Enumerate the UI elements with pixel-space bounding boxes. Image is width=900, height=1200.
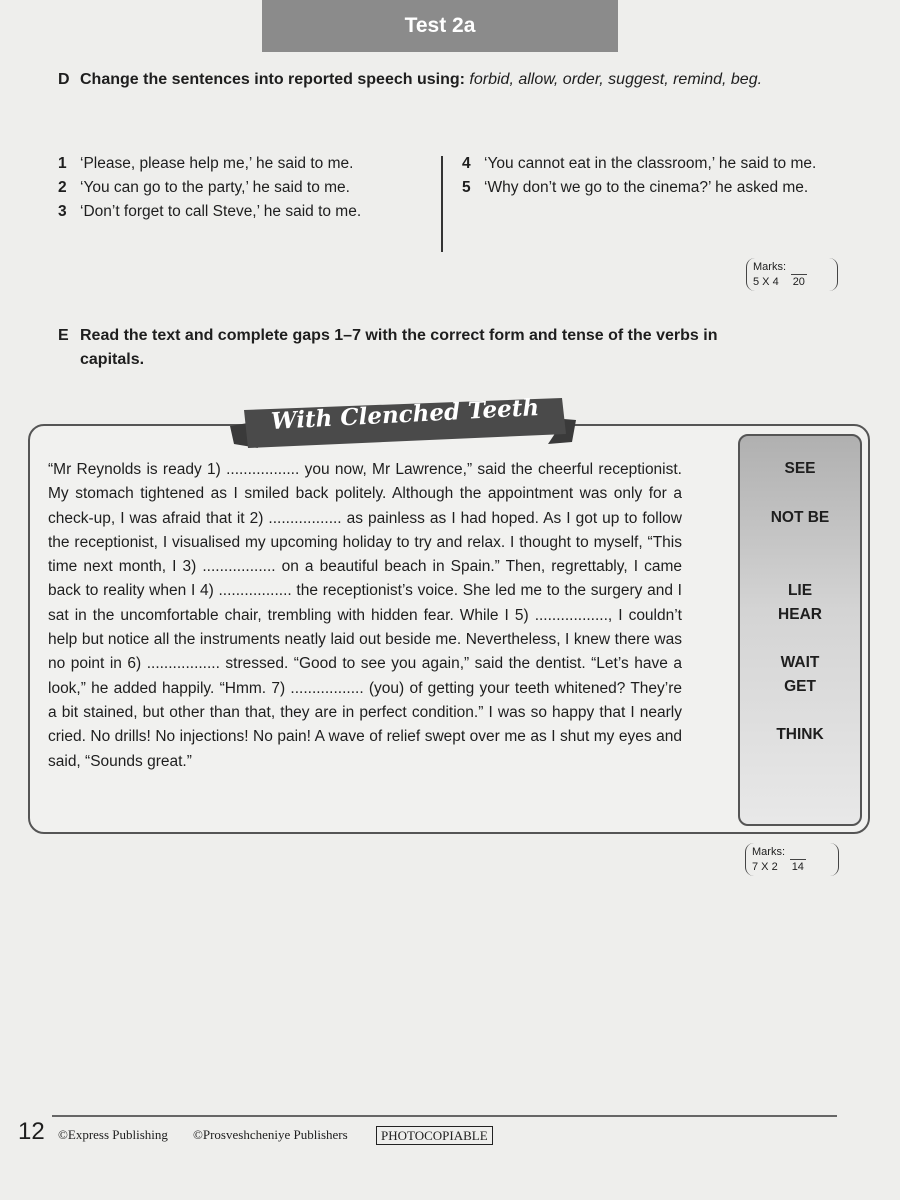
task-e-instruction-line2: capitals. xyxy=(80,351,145,368)
sentence-text: ‘Please, please help me,’ he said to me. xyxy=(80,155,354,172)
list-item xyxy=(462,176,832,200)
marks-calc: 7 X 2 xyxy=(752,861,778,873)
sentence-number: 3 xyxy=(58,203,67,220)
publisher-credit: ©Prosveshcheniye Publishers xyxy=(193,1127,348,1142)
task-d-verb-list: forbid, allow, order, suggest, remind, beg. xyxy=(469,71,763,88)
verb-panel xyxy=(738,434,862,826)
verb-get: GET xyxy=(784,678,816,695)
task-e-instruction-line1: Read the text and complete gaps 1–7 with the correct form and tense of the verbs in xyxy=(80,327,718,344)
sentence-number: 2 xyxy=(58,179,67,196)
marks-total: 14 xyxy=(791,861,804,873)
marks-label: Marks: xyxy=(753,261,786,273)
marks-calc: 5 X 4 xyxy=(753,276,779,288)
verb-lie: LIE xyxy=(787,582,813,599)
task-d-instruction-text: Change the sentences into reported speech using: xyxy=(80,71,465,88)
marks-label: Marks: xyxy=(752,846,785,858)
verb-not-be: NOT BE xyxy=(770,509,830,526)
photocopiable-stamp: PHOTOCOPIABLE xyxy=(376,1126,493,1145)
story-passage: “Mr Reynolds is ready 1) ................. you now, Mr Lawrence,” said the cheerful receptionist. My stomach tightened as I smiled back politely. Although the appointment was only for a check-up, I was afraid that it 2) ................. as painless as I had hoped. As I got up to follow the receptionist, I visualised my upcoming holiday to try and relax. I thought to myself, “This time next month, I 3) ................. on a beautiful beach in Spain.” Then, regrettably, I came back to reality when I 4) ................. the receptionist’s voice. She led me to the surgery and I sat in the uncomfortable chair, trembling with hidden fear. While I 5) ................., I couldn’t help but notice all the instruments neatly laid out beside me. Nevertheless, I knew there was no point in 6) ................. stressed. “Good to see you again,” said the dentist. “Let’s have a look,” he added happily. “Hmm. 7) ................. (you) of getting your teeth whitened? They’re a bit stained, but other than that, they are in perfect condition.” I was so happy that I nearly cried. No drills! No injections! No pain! A wave of relief swept over me as I shut my eyes and said, “Sounds great.” xyxy=(48,461,682,770)
task-d-instruction xyxy=(58,68,838,92)
list-item xyxy=(58,152,428,176)
task-d-marks-box xyxy=(746,258,838,291)
verb-hear: HEAR xyxy=(778,606,822,623)
task-d-right-column xyxy=(462,152,832,200)
list-item xyxy=(58,176,428,200)
marks-total: 20 xyxy=(792,276,805,288)
list-item xyxy=(58,200,428,224)
test-title: Test 2a xyxy=(262,0,618,52)
verb-wait: WAIT xyxy=(780,654,820,671)
sentence-text: ‘Why don’t we go to the cinema?’ he asked me. xyxy=(484,179,809,196)
verb-think: THINK xyxy=(776,726,824,743)
task-e-letter: E xyxy=(58,327,69,344)
publisher-credit: ©Express Publishing xyxy=(58,1127,168,1142)
sentence-text: ‘Don’t forget to call Steve,’ he said to me. xyxy=(80,203,362,220)
sentence-number: 1 xyxy=(58,155,67,172)
task-d-letter: D xyxy=(58,71,70,88)
sentence-number: 4 xyxy=(462,155,471,172)
list-item xyxy=(462,152,832,176)
page-number: 12 xyxy=(18,1118,45,1145)
sentence-number: 5 xyxy=(462,179,471,196)
sentence-text: ‘You can go to the party,’ he said to me. xyxy=(80,179,350,196)
task-e-instruction xyxy=(58,324,838,372)
footer-divider xyxy=(52,1115,837,1117)
task-e-marks-box xyxy=(745,843,839,876)
verb-see: SEE xyxy=(784,460,816,477)
sentence-text: ‘You cannot eat in the classroom,’ he said to me. xyxy=(484,155,817,172)
column-divider xyxy=(441,156,443,252)
story-title: With Clenched Teeth xyxy=(270,393,540,436)
task-d-left-column xyxy=(58,152,428,224)
